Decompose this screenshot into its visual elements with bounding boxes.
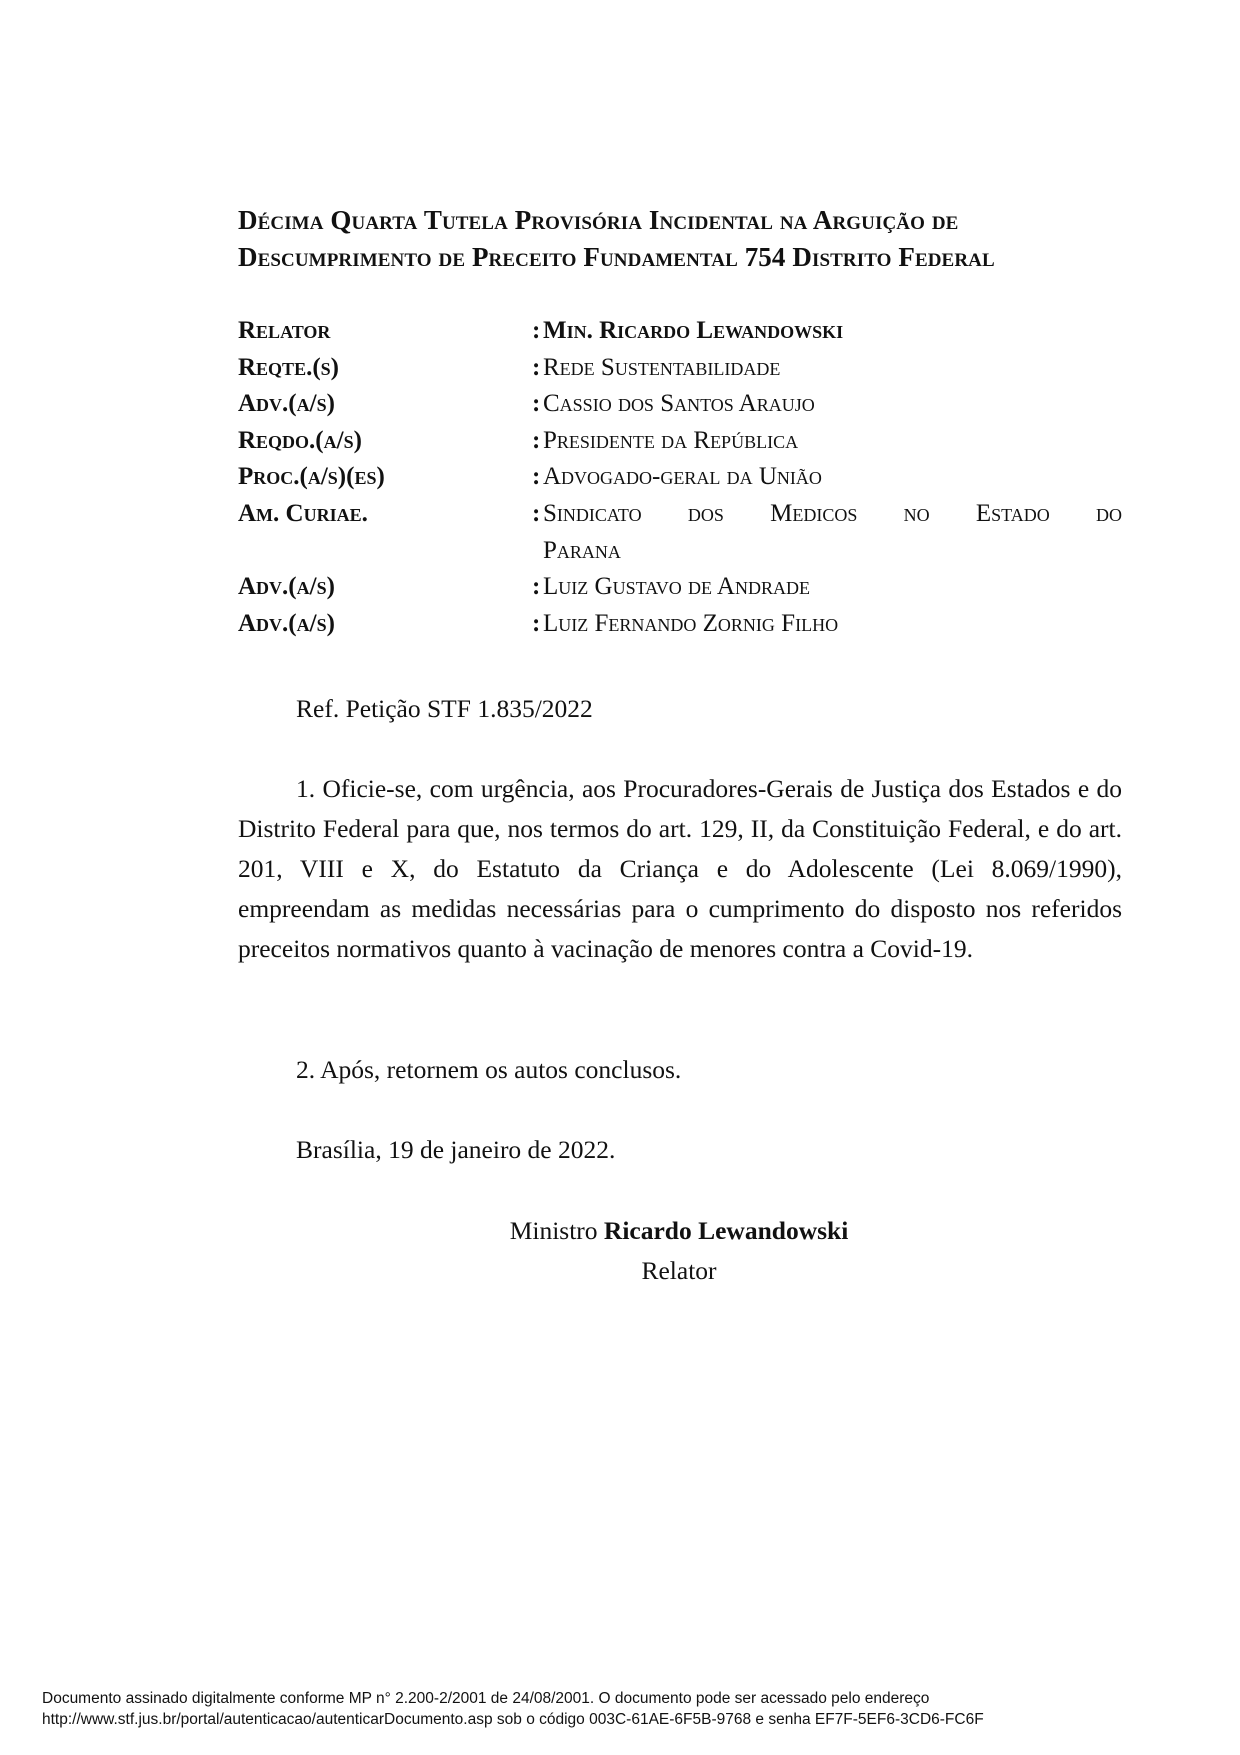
party-label: Adv.(a/s)	[238, 609, 335, 637]
party-value	[543, 496, 1122, 569]
party-value-line-2: Parana	[543, 536, 621, 564]
party-label: Reqdo.(a/s)	[238, 426, 362, 454]
party-label: Am. Curiae.	[238, 499, 368, 527]
document-title	[238, 202, 1138, 276]
party-colon: :	[532, 390, 541, 418]
party-colon: :	[532, 573, 541, 601]
party-value: Presidente da República	[543, 426, 799, 454]
party-value: Luiz Gustavo de Andrade	[543, 573, 810, 601]
party-value: Min. Ricardo Lewandowski	[543, 317, 844, 344]
party-value: Cassio dos Santos Araujo	[543, 390, 815, 418]
party-value-line-1: Sindicato dos Medicos no Estado do	[543, 499, 1122, 527]
paragraph-2: 2. Após, retornem os autos conclusos.	[296, 1055, 682, 1084]
digital-signature-footer	[42, 1688, 984, 1730]
signature-role: Relator	[641, 1256, 717, 1285]
signature-name: Ricardo Lewandowski	[603, 1216, 849, 1245]
party-row-advogado	[238, 386, 1122, 423]
party-label: Adv.(a/s)	[238, 573, 335, 601]
dateline: Brasília, 19 de janeiro de 2022.	[296, 1135, 616, 1164]
party-label: Proc.(a/s)(es)	[238, 463, 385, 491]
party-colon: :	[532, 499, 541, 527]
party-colon: :	[532, 463, 541, 491]
party-value: Advogado-geral da União	[543, 463, 822, 491]
party-label: Relator	[238, 317, 331, 344]
signature-prefix: Ministro	[509, 1216, 604, 1245]
party-colon: :	[532, 317, 541, 344]
party-colon: :	[532, 353, 541, 381]
party-label: Reqte.(s)	[238, 353, 339, 381]
petition-reference: Ref. Petição STF 1.835/2022	[296, 694, 593, 723]
paragraph-1: 1. Oficie-se, com urgência, aos Procuradores-Gerais de Justiça dos Estados e do Distrito Federal para que, nos termos do art. 129, II, da Constituição Federal, e do art. 201, VIII e X, do Estatuto da Criança e do Adolescente (Lei 8.069/1990), empreendam as medidas necessárias para o cumprimento do disposto nos referidos preceitos normativos quanto à vacinação de menores contra a Covid-19.	[238, 774, 1122, 963]
parties-list	[238, 313, 1122, 642]
footer-line-1: Documento assinado digitalmente conforme MP n° 2.200-2/2001 de 24/08/2001. O documento pode ser acessado pelo endereço	[42, 1690, 930, 1707]
footer-line-2: http://www.stf.jus.br/portal/autenticacao/autenticarDocumento.asp sob o código 003C-61AE-6F5B-9768 e senha EF7F-5EF6-3CD6-FC6F	[42, 1711, 984, 1728]
party-colon: :	[532, 609, 541, 637]
party-value: Rede Sustentabilidade	[543, 353, 781, 381]
party-colon: :	[532, 426, 541, 454]
party-row-amicus-curiae	[238, 496, 1122, 569]
party-row-requerente	[238, 350, 1122, 387]
party-row-relator	[238, 313, 1122, 350]
party-value: Luiz Fernando Zornig Filho	[543, 609, 839, 637]
title-line-1: Décima Quarta Tutela Provisória Incidental na Arguição de	[238, 205, 959, 235]
title-line-2: Descumprimento de Preceito Fundamental 754 Distrito Federal	[238, 242, 995, 272]
party-row-requerido	[238, 423, 1122, 460]
party-row-procurador	[238, 459, 1122, 496]
signature-name-line	[486, 1211, 872, 1251]
party-row-advogado	[238, 569, 1122, 606]
party-label: Adv.(a/s)	[238, 390, 335, 418]
party-row-advogado	[238, 606, 1122, 643]
